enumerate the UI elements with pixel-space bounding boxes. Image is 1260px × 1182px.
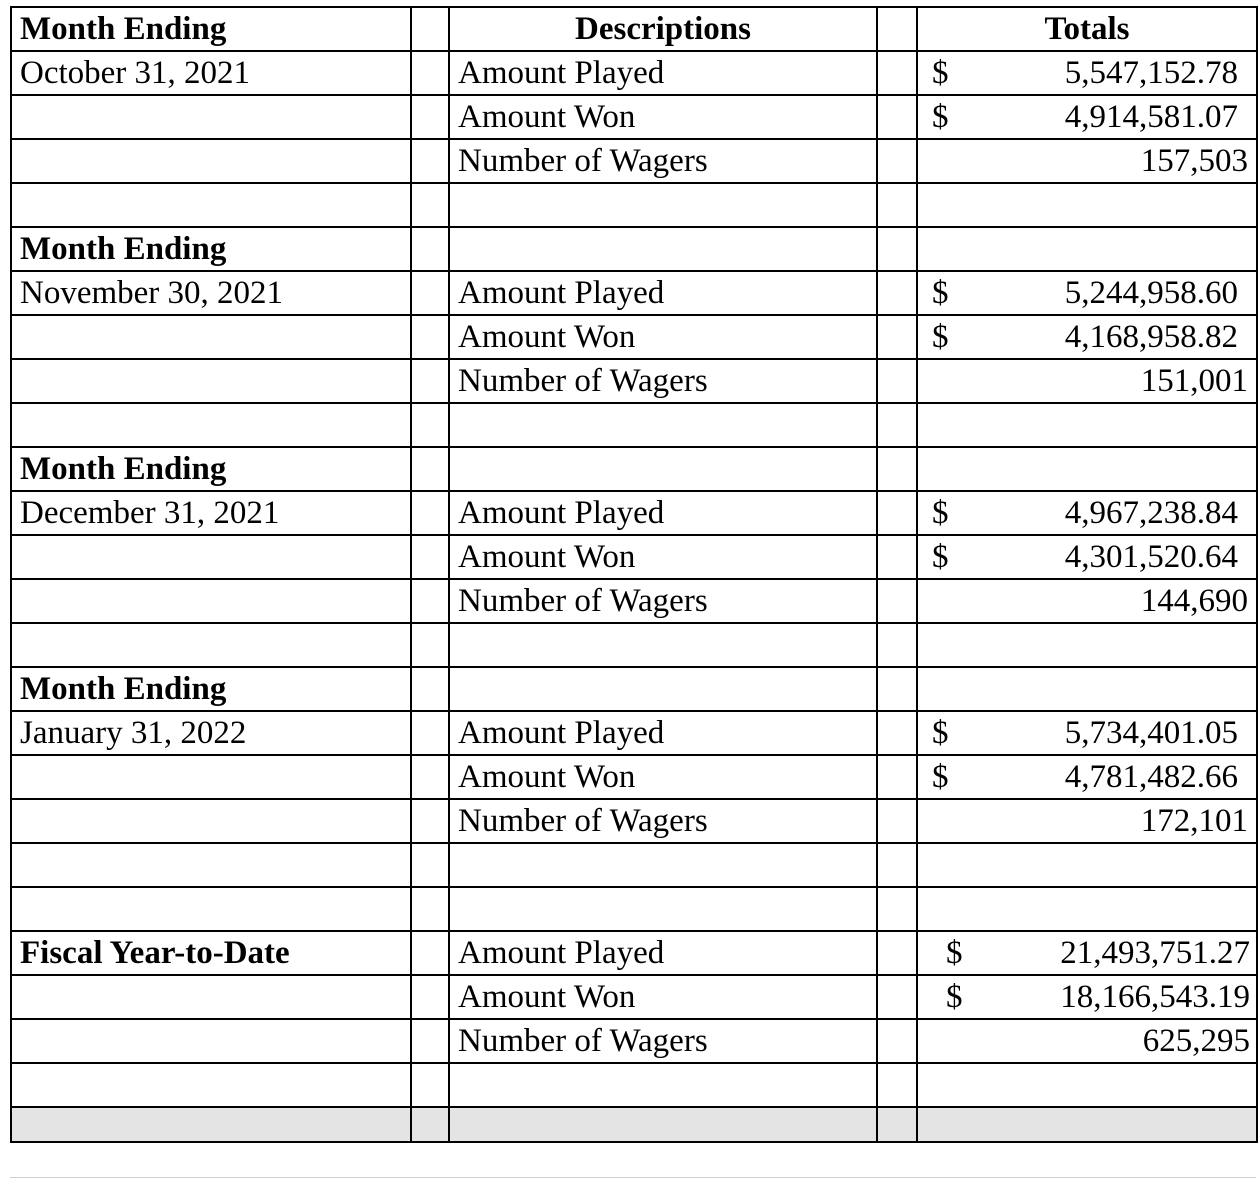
description-cell: Amount Won	[449, 975, 877, 1019]
description-cell: Amount Played	[449, 491, 877, 535]
header-totals: Totals	[917, 7, 1257, 51]
empty-row	[11, 843, 1257, 887]
description-cell: Number of Wagers	[449, 359, 877, 403]
amount-value: 4,781,482.66	[1064, 759, 1238, 795]
description-cell: Amount Won	[449, 95, 877, 139]
header-month-ending: Month Ending	[11, 7, 411, 51]
description-cell: Amount Played	[449, 711, 877, 755]
currency-symbol: $	[932, 319, 949, 355]
wagers-value: 157,503	[917, 139, 1257, 183]
wagers-value: 172,101	[917, 799, 1257, 843]
table-row	[11, 579, 1257, 623]
period-label: Month Ending	[11, 667, 411, 711]
amount-value: 4,301,520.64	[1064, 539, 1238, 575]
empty-row	[11, 887, 1257, 931]
amount-value: 4,168,958.82	[1064, 319, 1238, 355]
period-label: Month Ending	[11, 227, 411, 271]
currency-symbol: $	[932, 99, 949, 135]
table-row	[11, 535, 1257, 579]
table-row	[11, 359, 1257, 403]
description-cell: Amount Played	[449, 931, 877, 975]
total-cell	[917, 95, 1257, 139]
description-cell: Amount Played	[449, 51, 877, 95]
table-row	[11, 931, 1257, 975]
table-row	[11, 755, 1257, 799]
total-cell	[917, 315, 1257, 359]
amount-value: 5,547,152.78	[1064, 55, 1238, 91]
total-cell	[917, 271, 1257, 315]
wagers-value: 151,001	[917, 359, 1257, 403]
amount-value: 18,166,543.19	[1060, 979, 1250, 1015]
spacer-cell	[411, 7, 449, 51]
table-row	[11, 491, 1257, 535]
total-cell	[917, 535, 1257, 579]
amount-value: 5,734,401.05	[1064, 715, 1238, 751]
spacer-cell	[877, 7, 917, 51]
description-cell: Amount Won	[449, 535, 877, 579]
table-row	[11, 447, 1257, 491]
period-date: October 31, 2021	[11, 51, 411, 95]
period-date: December 31, 2021	[11, 491, 411, 535]
table-row	[11, 95, 1257, 139]
empty-row	[11, 623, 1257, 667]
total-cell	[917, 755, 1257, 799]
table-row	[11, 1019, 1257, 1063]
total-cell	[917, 931, 1257, 975]
wagers-value: 144,690	[917, 579, 1257, 623]
period-date: November 30, 2021	[11, 271, 411, 315]
description-cell: Number of Wagers	[449, 139, 877, 183]
currency-symbol: $	[946, 935, 963, 971]
table-row	[11, 799, 1257, 843]
amount-value: 21,493,751.27	[1060, 935, 1250, 971]
description-cell: Number of Wagers	[449, 579, 877, 623]
amount-value: 4,914,581.07	[1064, 99, 1238, 135]
bottom-rule	[10, 1177, 1256, 1178]
table-row	[11, 975, 1257, 1019]
table-row	[11, 227, 1257, 271]
wagers-value: 625,295	[917, 1019, 1257, 1063]
description-cell: Amount Won	[449, 315, 877, 359]
description-cell: Number of Wagers	[449, 1019, 877, 1063]
total-cell	[917, 51, 1257, 95]
amount-value: 5,244,958.60	[1064, 275, 1238, 311]
description-cell: Number of Wagers	[449, 799, 877, 843]
header-descriptions: Descriptions	[449, 7, 877, 51]
wagering-totals-table	[10, 6, 1258, 1143]
ytd-label: Fiscal Year-to-Date	[11, 931, 411, 975]
total-cell	[917, 711, 1257, 755]
description-cell: Amount Played	[449, 271, 877, 315]
period-date: January 31, 2022	[11, 711, 411, 755]
table-row	[11, 711, 1257, 755]
empty-row	[11, 1063, 1257, 1107]
period-label: Month Ending	[11, 447, 411, 491]
total-cell	[917, 491, 1257, 535]
currency-symbol: $	[932, 539, 949, 575]
table-row	[11, 271, 1257, 315]
amount-value: 4,967,238.84	[1064, 495, 1238, 531]
table-row	[11, 667, 1257, 711]
currency-symbol: $	[932, 495, 949, 531]
header-row	[11, 7, 1257, 51]
gray-row	[11, 1107, 1257, 1142]
empty-row	[11, 183, 1257, 227]
currency-symbol: $	[932, 715, 949, 751]
currency-symbol: $	[932, 759, 949, 795]
table-row	[11, 139, 1257, 183]
table-row	[11, 315, 1257, 359]
currency-symbol: $	[932, 275, 949, 311]
currency-symbol: $	[946, 979, 963, 1015]
description-cell: Amount Won	[449, 755, 877, 799]
table-row	[11, 51, 1257, 95]
empty-row	[11, 403, 1257, 447]
currency-symbol: $	[932, 55, 949, 91]
total-cell	[917, 975, 1257, 1019]
